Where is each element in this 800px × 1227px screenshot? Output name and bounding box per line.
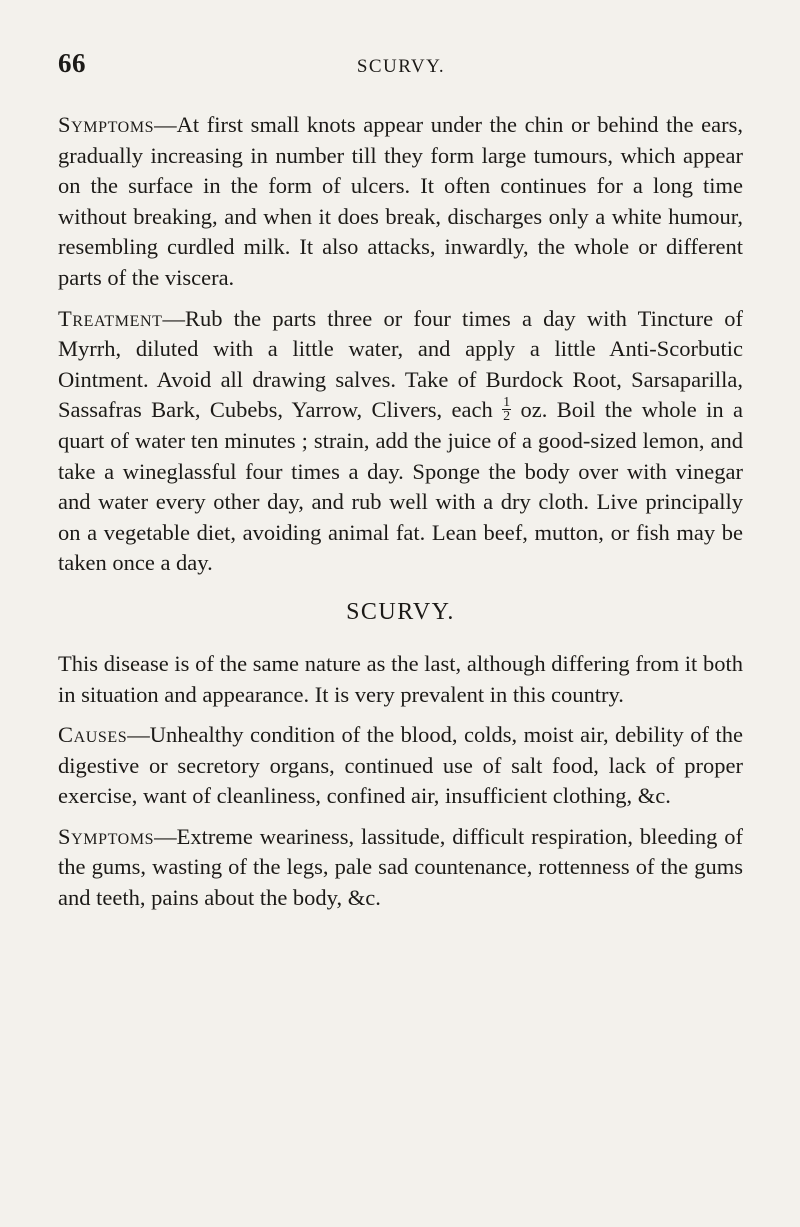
treatment-text-before-fraction: —Rub the parts three or four times a day with Tincture of Myrrh, diluted with a little water, and apply a little Anti-Scorbutic Ointment. Avoid all drawing salves. Take of Burdock Root, Sarsaparilla, Sassafras Bark, Cubebs, Yarrow, Clivers, each: [58, 305, 743, 423]
scurvy-symptoms-text: —Extreme weariness, lassitude, difficult respiration, bleeding of the gums, wasting of the legs, pale sad countenance, rottenness of the gums and teeth, pains about the body, &c.: [58, 823, 743, 911]
half-fraction: [502, 396, 511, 423]
symptoms-paragraph: [58, 110, 743, 294]
symptoms-text: —At first small knots appear under the chin or behind the ears, gradually increasing in number till they form large tumours, which appear on the surface in the form of ulcers. It often continues for a long time without breaking, and when it does break, discharges only a white humour, resembling curdled milk. It also attacks, inwardly, the whole or different parts of the viscera.: [58, 112, 743, 290]
fraction-numerator: 1: [503, 395, 511, 411]
treatment-paragraph: [58, 304, 743, 579]
causes-paragraph: [58, 720, 743, 812]
causes-text: —Unhealthy condition of the blood, colds, moist air, debility of the digestive or secretory organs, continued use of salt food, lack of proper exercise, want of cleanliness, confined air, insufficient clothing, &c.: [58, 722, 743, 809]
running-title: SCURVY.: [356, 56, 446, 77]
fraction-denominator: 2: [503, 409, 511, 425]
running-head: [58, 48, 744, 84]
treatment-text-after-fraction: oz. Boil the whole in a quart of water ten minutes ; strain, add the juice of a good-sized lemon, and take a wineglassful four times a day. Sponge the body over with vinegar and water every other day, and rub well with a dry cloth. Live principally on a vegetable diet, avoiding animal fat. Lean beef, mutton, or fish may be taken once a day.: [58, 397, 743, 576]
causes-lead: Causes: [58, 722, 128, 748]
page-body: [58, 110, 743, 924]
section-heading-scurvy: SCURVY.: [346, 598, 455, 625]
treatment-lead: Treatment: [58, 305, 163, 331]
scurvy-symptoms-paragraph: [58, 822, 743, 914]
scurvy-symptoms-lead: Symptoms: [58, 823, 155, 849]
page-number: 66: [58, 48, 86, 78]
symptoms-lead: Symptoms: [58, 112, 155, 137]
scurvy-intro-paragraph: This disease is of the same nature as the last, although differing from it both in situation and appearance. It is very prevalent in this country.: [58, 650, 743, 707]
